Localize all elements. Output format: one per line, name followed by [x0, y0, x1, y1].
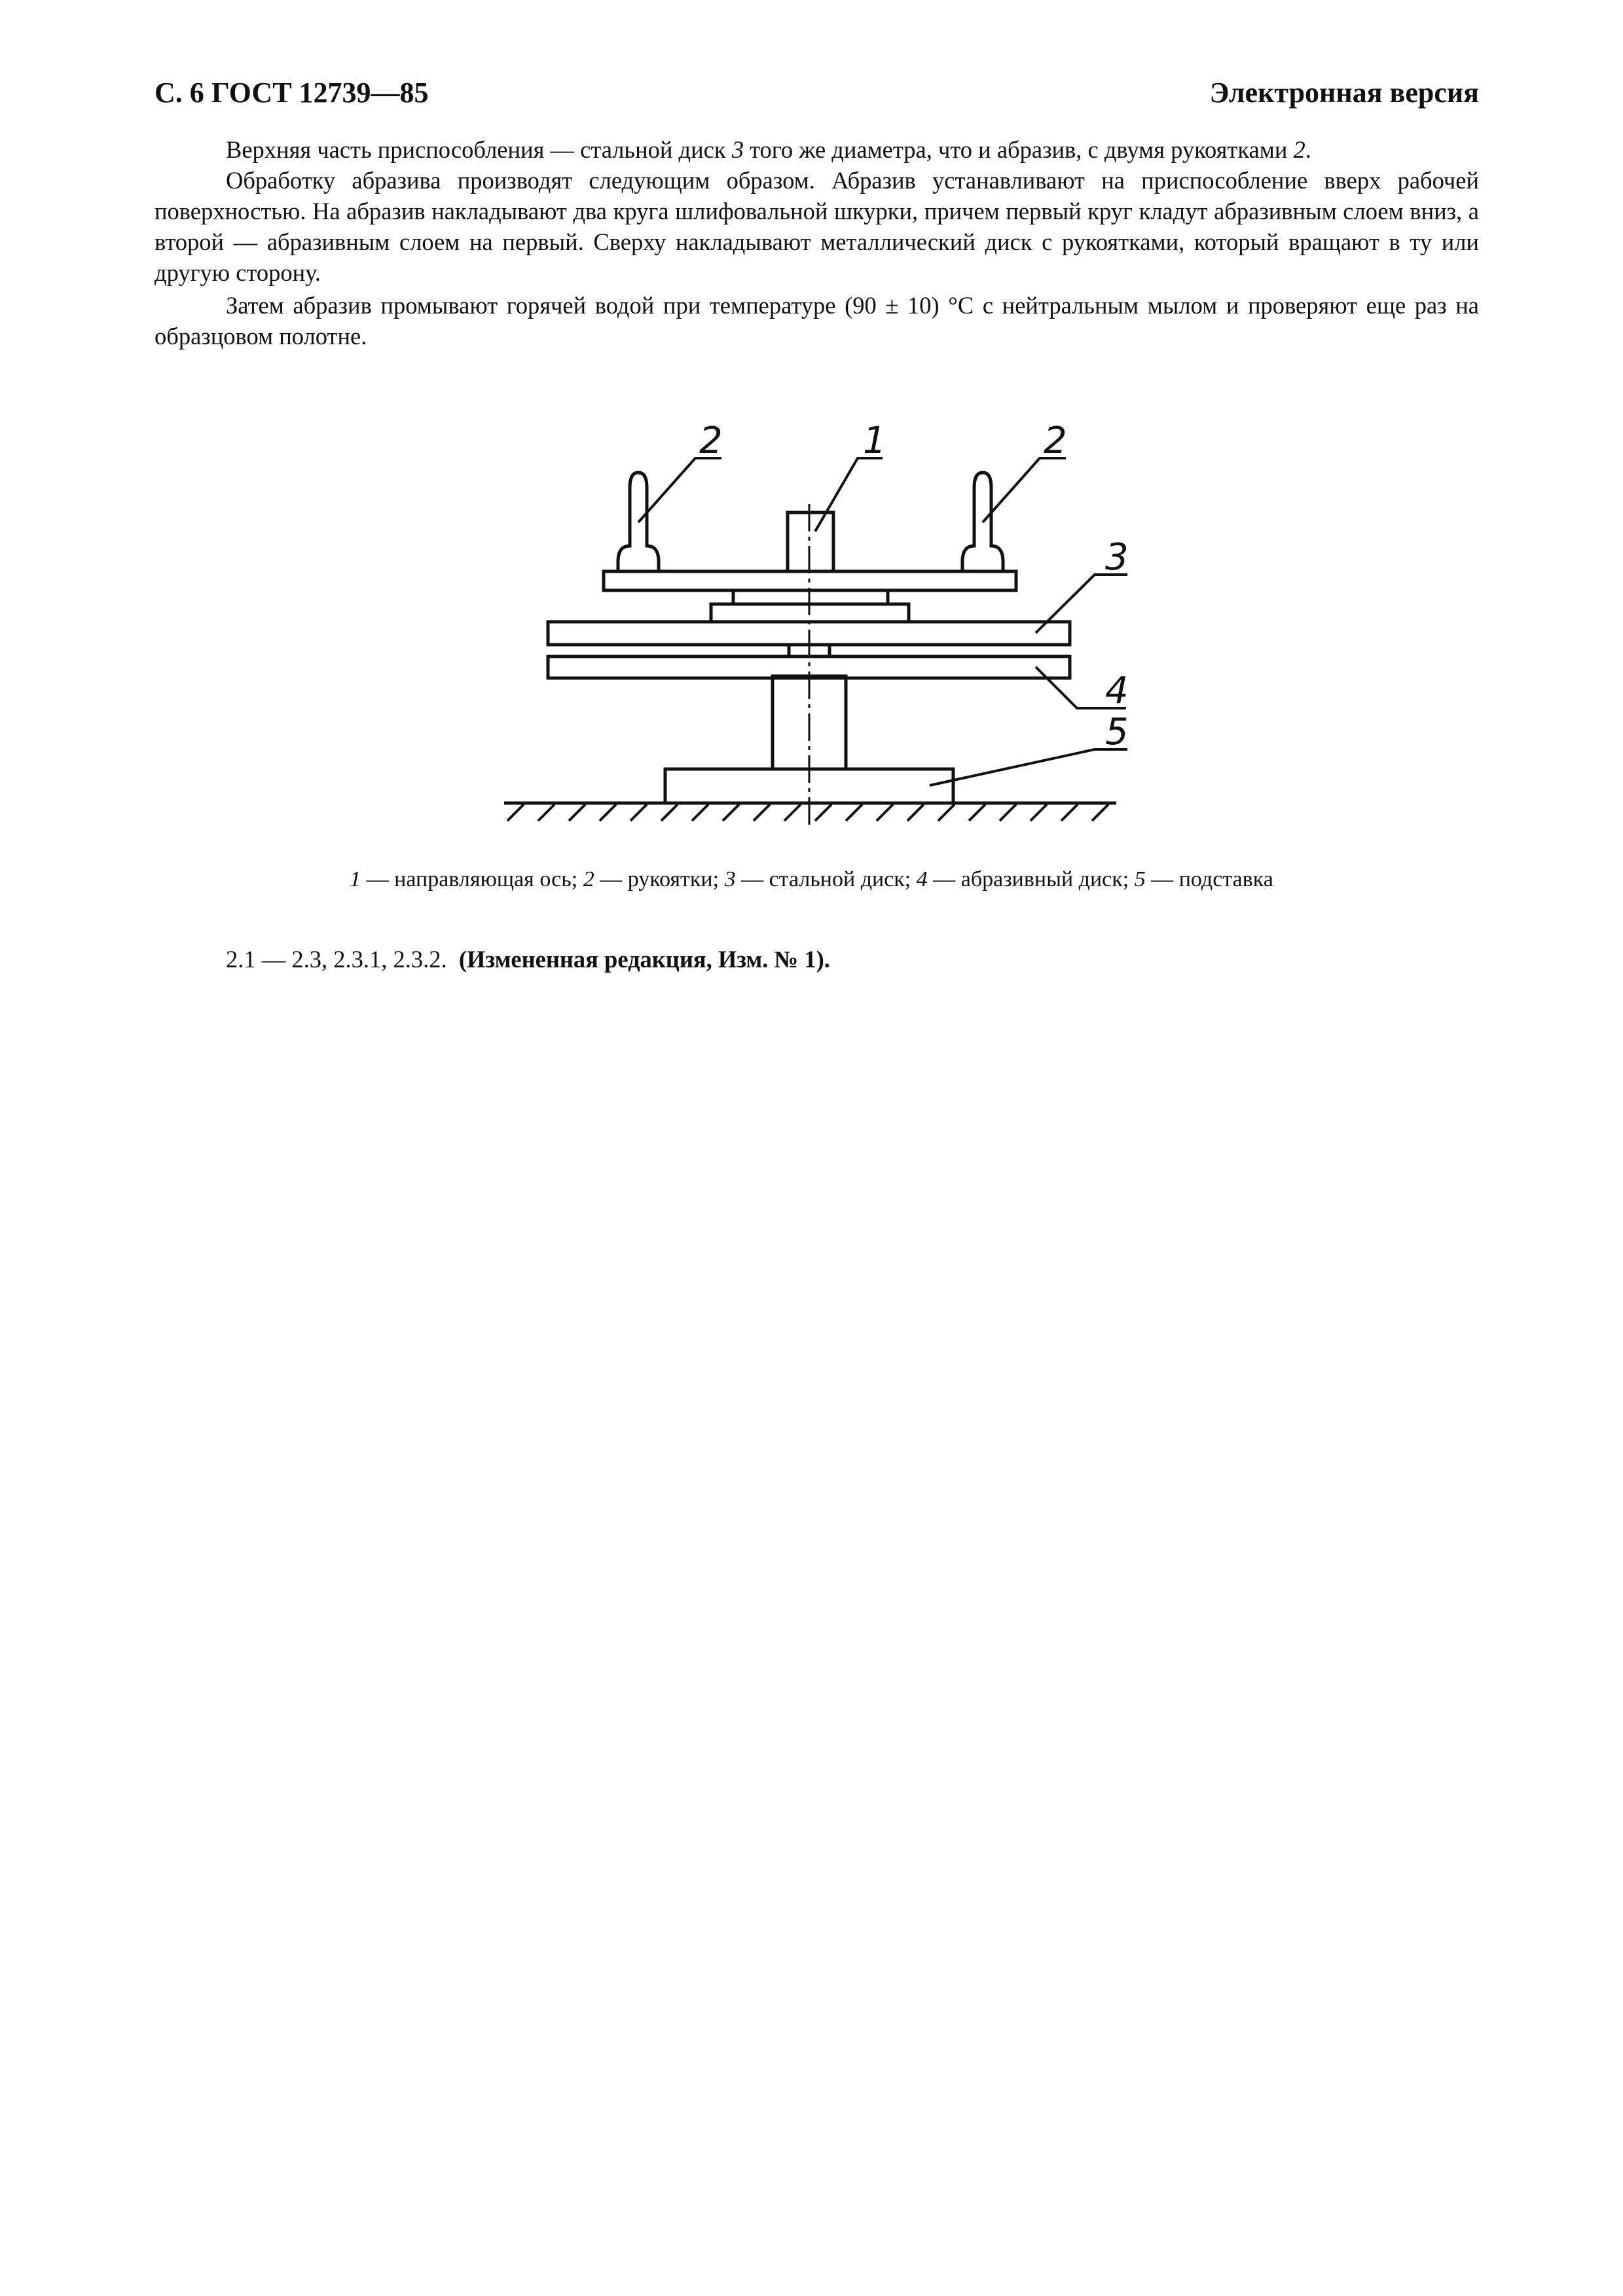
revision-label: (Измененная редакция, Изм. № 1). [458, 946, 830, 973]
device-drawing-svg [484, 419, 1139, 838]
hub-upper [733, 590, 888, 604]
device-drawing [484, 419, 1139, 838]
ref-number: 2 [1293, 136, 1305, 163]
page-header-left: С. 6 ГОСТ 12739—85 [155, 77, 429, 109]
body-text [155, 134, 1479, 351]
ref-number: 3 [731, 136, 744, 163]
callout-abrasive-disc: 4 [1105, 670, 1129, 712]
paragraph-washing: Затем абразив промывают горячей водой при температуре (90 ± 10) °C с нейтральным мылом и проверяют еще раз на образцовом полотне. [155, 292, 1479, 350]
section-refs: 2.1 — 2.3, 2.3.1, 2.3.2. [226, 946, 447, 973]
callout-steel-disc: 3 [1105, 536, 1129, 579]
guide-axis-top [788, 512, 833, 571]
figure-caption: 1 — направляющая ось; 2 — рукоятки; 3 — стальной диск; 4 — абразивный диск; 5 — подставка [350, 867, 1273, 891]
paragraph-processing: Обработку абразива производят следующим образом. Абразив устанавливают на приспособление вверх рабочей поверхностью. На абразив накладывают два круга шлифовальной шкурки, причем первый круг кладут абразивным слоем вниз, а второй — абразивным слоем на первый. Сверху накладывают металлический диск с рукоятками, который вращают в ту или другую сторону. [155, 167, 1479, 286]
callout-stand: 5 [1105, 711, 1129, 753]
paragraph-upper-part: Верхняя часть приспособления — стальной диск 3 того же диаметра, что и абразив, с двумя рукоятками 2. [226, 136, 1311, 163]
page-header-right: Электронная версия [1209, 77, 1479, 109]
revision-note [226, 944, 830, 975]
callout-axis: 1 [863, 420, 886, 462]
ground-hatching [507, 804, 1108, 821]
callout-handle-left: 2 [699, 420, 723, 462]
callout-handle-right: 2 [1044, 420, 1067, 462]
